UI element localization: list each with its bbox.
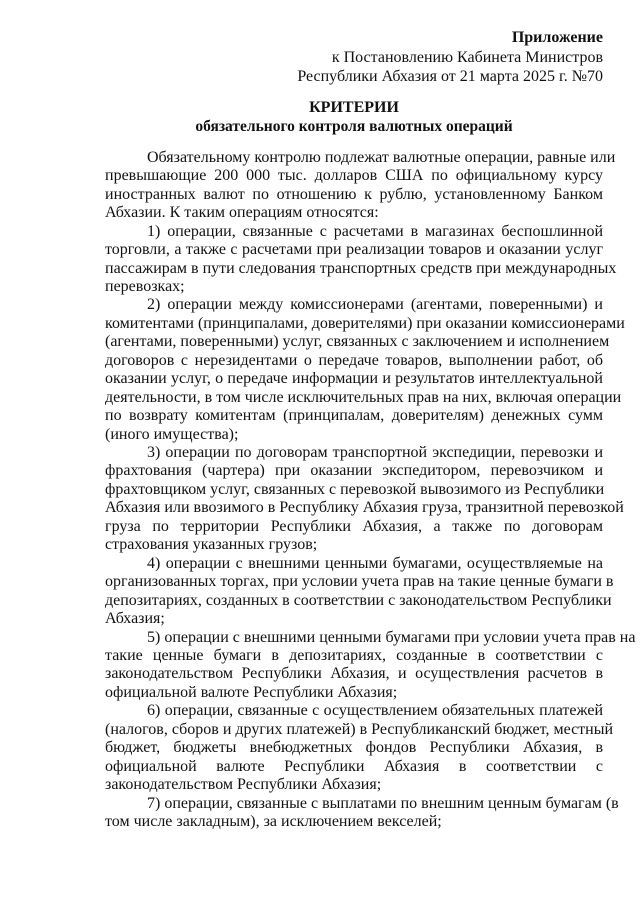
text-line: такие ценные бумаги в депозитариях, созданные в соответствии с: [105, 647, 603, 665]
text-line: 1) операции, связанные с расчетами в магазинах беспошлинной: [147, 222, 603, 240]
text-line: фрахтовщиком услуг, связанных с перевозкой вывозимого из Республики: [105, 480, 605, 498]
text-line: депозитариях, созданных в соответствии с законодательством Республики: [105, 591, 612, 609]
text-line: оказании услуг, о передаче информации и результатов интеллектуальной: [105, 370, 603, 388]
text-line: деятельности, в том числе исключительных прав на них, включая операции: [105, 388, 622, 406]
list-item-paragraph: [105, 296, 625, 444]
text-line: Абхазия или ввозимого в Республику Абхазия груза, транзитной перевозкой: [105, 499, 624, 517]
text-line: официальной валюте Республики Абхазия;: [105, 683, 398, 701]
text-line: официальной валюте Республики Абхазия в соответствии с: [105, 757, 603, 775]
intro-paragraph: [105, 148, 616, 223]
text-line: груза по территории Республики Абхазия, а также по договорам: [105, 517, 603, 535]
text-line: Абхазии. К таким операциям относятся:: [105, 204, 379, 222]
text-line: (агентами, поверенными) услуг, связанных с заключением и исполнением: [105, 333, 610, 351]
text-line: 2) операции между комиссионерами (агентами, поверенными) и: [147, 296, 603, 314]
list-item-paragraph: [105, 794, 619, 832]
title-main: КРИТЕРИИ: [309, 98, 399, 116]
text-line: превышающие 200 000 тыс. долларов США по официальному курсу: [105, 167, 603, 185]
appendix-header: [105, 28, 603, 87]
text-line: (иного имущества);: [105, 425, 239, 443]
text-line: договоров с нерезидентами о передаче товаров, выполнении работ, об: [105, 351, 603, 369]
text-line: 3) операции по договорам транспортной экспедиции, перевозки и: [147, 444, 603, 462]
list-item-paragraph: [105, 554, 614, 629]
text-line: том числе закладным), за исключением векселей;: [105, 813, 442, 831]
appendix-reference-line2: Республики Абхазия от 21 марта 2025 г. №70: [297, 68, 603, 86]
text-line: 6) операции, связанные с осуществлением обязательных платежей: [147, 702, 603, 720]
text-line: иностранных валют по отношению к рублю, установленному Банком: [105, 185, 603, 203]
title-subtitle: обязательного контроля валютных операций: [195, 117, 513, 135]
text-line: 7) операции, связанные с выплатами по внешним ценным бумагам (в: [147, 794, 619, 812]
text-line: законодательством Республики Абхазия;: [105, 776, 382, 794]
text-line: страхования указанных грузов;: [105, 536, 318, 554]
list-item-paragraph: [105, 444, 624, 555]
text-line: пассажирам в пути следования транспортных средств при международных: [105, 259, 617, 277]
appendix-label: Приложение: [511, 29, 603, 46]
text-line: законодательством Республики Абхазия, и осуществления расчетов в: [105, 665, 603, 683]
list-item-paragraph: [105, 222, 617, 297]
list-item-paragraph: [105, 702, 614, 794]
text-line: комитентами (принципалами, доверителями) при оказании комиссионерами: [105, 314, 625, 332]
document-body: [105, 148, 636, 832]
text-line: 5) операции с внешними ценными бумагами при условии учета прав на: [147, 628, 636, 646]
document-page: [105, 28, 636, 832]
text-line: (налогов, сборов и других платежей) в Республиканский бюджет, местный: [105, 720, 614, 738]
appendix-reference-line1: к Постановлению Кабинета Министров: [331, 48, 603, 66]
text-line: бюджет, бюджеты внебюджетных фондов Республики Абхазия, в: [105, 739, 603, 757]
text-line: по возврату комитентам (принципалам, доверителям) денежных сумм: [105, 407, 603, 425]
list-item-paragraph: [105, 628, 636, 703]
text-line: организованных торгах, при условии учета прав на такие ценные бумаги в: [105, 573, 614, 591]
text-line: торговли, а также с расчетами при реализации товаров и оказании услуг: [105, 241, 603, 259]
text-line: Обязательному контролю подлежат валютные операции, равные или: [147, 148, 616, 166]
text-line: 4) операции с внешними ценными бумагами, осуществляемые на: [147, 554, 603, 572]
text-line: перевозках;: [105, 277, 185, 295]
text-line: Абхазия;: [105, 610, 165, 628]
document-title: [105, 98, 603, 136]
text-line: фрахтования (чартера) при оказании экспедитором, перевозчиком и: [105, 462, 603, 480]
